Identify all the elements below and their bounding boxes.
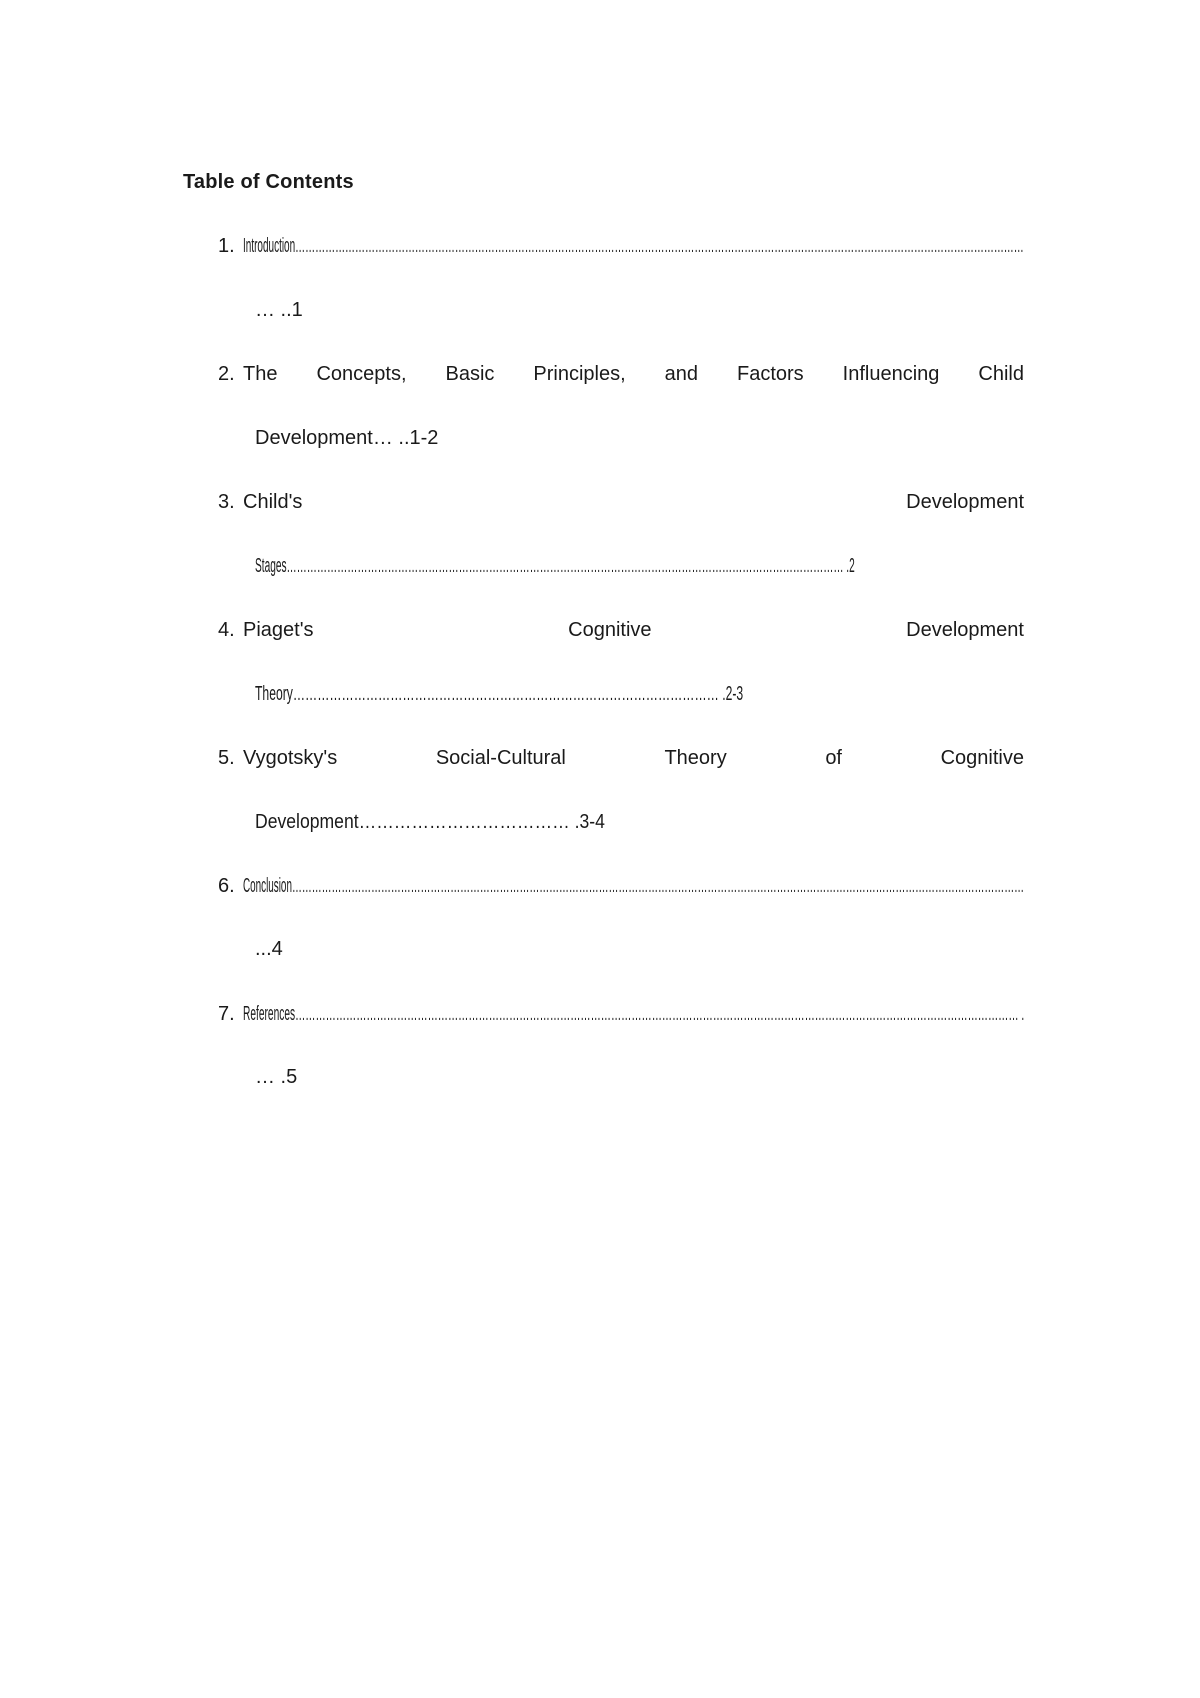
toc-entry-word: 2. The	[218, 363, 278, 385]
toc-entry-word: Child	[978, 363, 1024, 385]
toc-entry-number: 2.	[218, 363, 235, 385]
toc-entry-line	[218, 1002, 1024, 1026]
toc-entry-text: References…………………………………………………………………………………………………………………………………………………………………………………………… .	[243, 1003, 1025, 1025]
toc-entry-number: 3.	[218, 491, 235, 513]
toc-entry-page: ...4	[255, 938, 283, 960]
toc-entry-word: of	[825, 747, 842, 769]
toc-entry-page: … .5	[255, 1066, 298, 1088]
toc-entry-text: Conclusion……………………………………………………………………………………………………………………………………………………………………………………………………	[243, 875, 1024, 897]
toc-entry-page: Stages………………………………………………………………………………………………………………………………………………… .2	[255, 555, 855, 577]
toc-entry-number: 1.	[218, 235, 235, 257]
toc-entry-page: Theory…………………………………………………………………………………………… .2-3	[255, 683, 744, 705]
toc-entry-word: Cognitive	[940, 747, 1024, 769]
toc-entry-number: 6.	[218, 875, 235, 897]
toc-entry-page: … ..1	[255, 299, 303, 321]
toc-entry-word: Cognitive	[568, 619, 652, 641]
toc-entry-word: Theory	[664, 747, 727, 769]
toc-entry-line	[218, 618, 1024, 642]
toc-entry-word: Principles,	[533, 363, 626, 385]
toc-entry-word: Development	[906, 619, 1024, 641]
toc-entry-number: 4.	[218, 619, 235, 641]
toc-entry-line	[218, 874, 1024, 898]
toc-entry-text: Introduction…………………………………………………………………………………………………………………………………………………………………………………………………	[243, 235, 1024, 257]
toc-entry-word: 3. Child's	[218, 491, 303, 513]
toc-entry-number: 7.	[218, 1003, 235, 1025]
toc-entry-line	[218, 490, 1024, 514]
toc-entry-word: Factors	[737, 363, 804, 385]
toc-entry-number: 5.	[218, 747, 235, 769]
toc-entry-word: 5. Vygotsky's	[218, 747, 338, 769]
toc-entry-word: Influencing	[842, 363, 940, 385]
toc-entry-line	[218, 234, 1024, 258]
toc-title: Table of Contents	[183, 171, 354, 193]
toc-entry-word: Basic	[445, 363, 495, 385]
toc-entry-line	[218, 746, 1024, 770]
toc-entry-word: Development	[906, 491, 1024, 513]
toc-entry-page: Development… ..1-2	[255, 427, 439, 449]
toc-entry-word: Social-Cultural	[435, 747, 566, 769]
toc-entry-word: Concepts,	[316, 363, 407, 385]
toc-entry-word: and	[664, 363, 699, 385]
toc-entry-line	[218, 362, 1024, 386]
toc-entry-word: 4. Piaget's	[218, 619, 314, 641]
toc-entry-page: Development……………………………… .3-4	[255, 811, 605, 833]
